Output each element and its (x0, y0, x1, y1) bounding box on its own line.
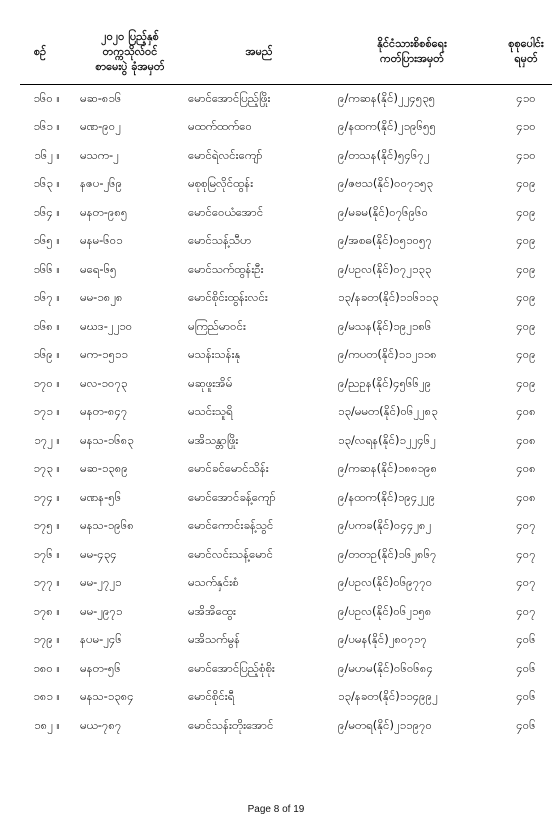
roll-number: မဆ-၈၁၆ (80, 90, 122, 105)
total-score: ၄၁၀ (516, 147, 536, 162)
student-name: မောင်လင်းသန့်မောင် (188, 546, 273, 561)
header-nrc: နိုင်ငံသားစိစစ်ရေး ကတ်ပြားအမှတ် (330, 18, 486, 85)
student-name: မသက်နှင်းစံ (188, 575, 239, 590)
table-row (20, 712, 552, 741)
nrc-number: ၉/အစဓ(နိုင်)၀၅၁၀၅၇ (338, 233, 432, 248)
page-footer: Page 8 of 19 (247, 804, 305, 815)
total-score: ၄၀၉ (516, 176, 536, 191)
student-name: မောင်အောင်ခန့်ကျော် (188, 489, 276, 504)
student-name: မောင်ခင်မောင်သိန်း (188, 461, 269, 476)
roll-number: မနသ-၁၃၈၄ (80, 689, 134, 704)
nrc-number: ၉/မတရ(နိုင်)၂၁၁၉၇၀ (338, 717, 432, 732)
table-row (20, 484, 552, 513)
nrc-number: ၉/ပဥလ(နိုင်)၀၇၂၁၃၃ (338, 261, 432, 276)
student-name: မောင်စိုင်းထွန်းလင်း (188, 290, 268, 305)
table-header-row (20, 18, 552, 85)
student-name: မောင်ကောင်းခန့်သွင် (188, 518, 274, 533)
student-name: မထက်ထက်ဝေ (188, 119, 253, 134)
row-number: ၁၇၄ ။ (33, 489, 60, 504)
total-score: ၄၀၇ (516, 575, 536, 590)
nrc-number: ၉/မဟမ(နိုင်)၀၆၀၆၈၄ (338, 660, 433, 675)
table-row (20, 256, 552, 285)
student-name: မောင်သန့်သီဟ (188, 233, 252, 248)
roll-number: မနသ-၁၉၆၈ (80, 518, 134, 533)
total-score: ၄၀၉ (516, 261, 536, 276)
student-name: မသင်းသူရိ (188, 404, 233, 419)
table-row (20, 342, 552, 371)
nrc-number: ၉/ပဥလ(နိုင်)၀၆၉၇၇၀ (338, 575, 433, 590)
row-number: ၁၇၉ ။ (33, 632, 60, 647)
roll-number: မမ-၂၇၂၁ (80, 575, 122, 590)
student-name: မောင်သက်ထွန်းဦး (188, 261, 264, 276)
roll-number: မနမ-၆၀၁ (80, 233, 123, 248)
student-name: မောင်အောင်ပြည့်ဖြိုး (188, 90, 271, 105)
header-no: စဉ် (20, 18, 66, 85)
total-score: ၄၀၉ (516, 347, 536, 362)
student-name: မောင်သန်းတိုးအောင် (188, 717, 274, 732)
row-number: ၁၆၁ ။ (33, 119, 60, 134)
header-total-score: စုစုပေါင်း ရမှတ် (486, 18, 552, 85)
row-number: ၁၇၅ ။ (33, 518, 60, 533)
roll-number: မဏ-၉၀၂ (80, 119, 121, 134)
total-score: ၄၀၈ (516, 404, 536, 419)
roll-number: မမ-၁၈၂၈ (80, 290, 123, 305)
table-row (20, 313, 552, 342)
table-row (20, 171, 552, 200)
table-row (20, 142, 552, 171)
row-number: ၁၇၁ ။ (33, 404, 60, 419)
nrc-number: ၁၃/နခတ(နိုင်)၁၁၄၉၉၂ (338, 689, 438, 704)
nrc-number: ၁၃/လရန(နိုင်)၁၂၂၄၆၂ (338, 432, 436, 447)
table-row (20, 655, 552, 684)
student-name: မစုစုမြလိုင်ထွန်း (188, 176, 254, 191)
student-name: မအိအိထွေး (188, 603, 236, 618)
nrc-number: ၉/မခမ(နိုင်)၀၇၆၉၆၀ (338, 204, 429, 219)
student-name: မကြည်မာဝင်း (188, 318, 246, 333)
total-score: ၄၀၇ (516, 603, 536, 618)
roll-number: မက-၁၅၁၁ (80, 347, 128, 362)
row-number: ၁၆၈ ။ (33, 318, 60, 333)
total-score: ၄၀၇ (516, 518, 536, 533)
nrc-number: ၉/ညဥန(နိုင်)၄၅၆၆၂၉ (338, 375, 432, 390)
student-name: မောင်စိုင်းရီ (188, 689, 235, 704)
total-score: ၄၀၈ (516, 489, 536, 504)
nrc-number: ၁၃/မမတ(နိုင်)၀၆၂၂၈၃ (338, 404, 438, 419)
table-row (20, 427, 552, 456)
total-score: ၄၀၇ (516, 546, 536, 561)
nrc-number: ၉/ကပတ(နိုင်)၁၁၂၁၁၈ (338, 347, 437, 362)
roll-number: မမ-၄၃၄ (80, 546, 117, 561)
table-row (20, 114, 552, 143)
results-table (20, 18, 552, 741)
total-score: ၄၀၉ (516, 290, 536, 305)
total-score: ၄၀၉ (516, 233, 536, 248)
roll-number: မလ-၁၀၇၃ (80, 375, 128, 390)
student-name: မအိသန္တာဖြိုး (188, 432, 239, 447)
roll-number: မယ-၇၈၇ (80, 717, 122, 732)
table-row (20, 541, 552, 570)
roll-number: မသက-၂ (80, 147, 119, 162)
nrc-number: ၁၃/နခတ(နိုင်)၁၁၆၁၁၃ (338, 290, 439, 305)
nrc-number: ၉/ပကခ(နိုင်)၀၄၄၂၈၂ (338, 518, 432, 533)
total-score: ၄၀၆ (516, 632, 536, 647)
row-number: ၁၆၃ ။ (33, 176, 60, 191)
row-number: ၁၇၇ ။ (33, 575, 60, 590)
roll-number: မနသ-၁၆၈၃ (80, 432, 134, 447)
table-row (20, 399, 552, 428)
roll-number: မနတ-၈၄၇ (80, 404, 128, 419)
table-row (20, 598, 552, 627)
total-score: ၄၀၆ (516, 660, 536, 675)
nrc-number: ၉/နထက(နိုင်)၂၁၉၆၅၅ (338, 119, 436, 134)
student-name: မောင်ဝေယံအောင် (188, 204, 264, 219)
student-name: မောင်ရဲလင်းကျော် (188, 147, 263, 162)
row-number: ၁၆၇ ။ (33, 290, 60, 305)
row-number: ၁၇၈ ။ (33, 603, 60, 618)
table-row (20, 199, 552, 228)
row-number: ၁၆၂ ။ (34, 147, 60, 162)
total-score: ၄၁၀ (516, 119, 536, 134)
total-score: ၄၀၆ (516, 689, 536, 704)
table-row (20, 228, 552, 257)
nrc-number: ၉/နထက(နိုင်)၁၉၄၂၂၉ (338, 489, 436, 504)
nrc-number: ၉/ဇဗသ(နိုင်)၀၀၇၁၅၃ (338, 176, 433, 191)
roll-number: နပမ-၂၄၆ (80, 632, 122, 647)
table-row (20, 684, 552, 713)
roll-number: မမ-၂၉၇၁ (80, 603, 123, 618)
nrc-number: ၉/ကဆန(နိုင်)၁၈၈၁၉၈ (338, 461, 438, 476)
total-score: ၄၀၆ (516, 717, 536, 732)
total-score: ၄၀၈ (516, 461, 536, 476)
student-name: မအိသက်မွန် (188, 632, 241, 647)
table-row (20, 456, 552, 485)
row-number: ၁၇၂ ။ (34, 432, 60, 447)
roll-number: မဆ-၁၃၈၉ (80, 461, 128, 476)
row-number: ၁၈၁ ။ (33, 689, 60, 704)
row-number: ၁၆၄ ။ (33, 204, 60, 219)
table-row (20, 85, 552, 114)
row-number: ၁၇၃ ။ (33, 461, 60, 476)
total-score: ၄၀၉ (516, 375, 536, 390)
total-score: ၄၀၉ (516, 318, 536, 333)
table-body (20, 85, 552, 741)
roll-number: နဇပ-၂၆၉ (80, 176, 123, 191)
table-row (20, 513, 552, 542)
header-name: အမည် (180, 18, 330, 85)
roll-number: မရေ-၆၅ (80, 261, 117, 276)
student-name: မောင်အောင်ပြည့်စုံစိုး (188, 660, 275, 675)
table-row (20, 370, 552, 399)
row-number: ၁၈၀ ။ (33, 660, 60, 675)
row-number: ၁၇၀ ။ (33, 375, 60, 390)
student-name: မဆုဖူးအိမ် (188, 375, 233, 390)
nrc-number: ၉/တသန(နိုင်)၅၄၆၇၂ (338, 147, 430, 162)
roll-number: မနတ-၅၆ (80, 660, 121, 675)
row-number: ၁၇၆ ။ (33, 546, 60, 561)
table-row (20, 627, 552, 656)
total-score: ၄၁၀ (516, 90, 536, 105)
row-number: ၁၆၉ ။ (33, 347, 60, 362)
nrc-number: ၉/တတဥ(နိုင်)၁၆၂၈၆၇ (338, 546, 437, 561)
roll-number: မဃဒ-၂၂၁၀ (80, 318, 133, 333)
table-row (20, 285, 552, 314)
nrc-number: ၉/မသန(နိုင်)၁၉၂၁၈၆ (338, 318, 432, 333)
row-number: ၁၆၅ ။ (33, 233, 60, 248)
nrc-number: ၉/ပမန(နိုင်)၂၈၀၇၁၇ (338, 632, 427, 647)
header-roll-number: ၂၀၂၀ ပြည့်နှစ် တက္ကသိုလ်ဝင် စာမေးပွဲ ခုံအမှတ် (66, 18, 180, 85)
total-score: ၄၀၉ (516, 204, 536, 219)
total-score: ၄၀၈ (516, 432, 536, 447)
table-row (20, 570, 552, 599)
roll-number: မနတ-၉၈၅ (80, 204, 128, 219)
nrc-number: ၉/ပဥလ(နိုင်)၀၆၂၁၅၈ (338, 603, 432, 618)
roll-number: မဏန-၅၆ (80, 489, 122, 504)
row-number: ၁၆၀ ။ (33, 90, 60, 105)
row-number: ၁၆၆ ။ (33, 261, 60, 276)
row-number: ၁၈၂ ။ (34, 717, 60, 732)
student-name: မသန်းသန်းနု (188, 347, 241, 362)
nrc-number: ၉/ကဆန(နိုင်)၂၂၄၅၃၅ (338, 90, 436, 105)
